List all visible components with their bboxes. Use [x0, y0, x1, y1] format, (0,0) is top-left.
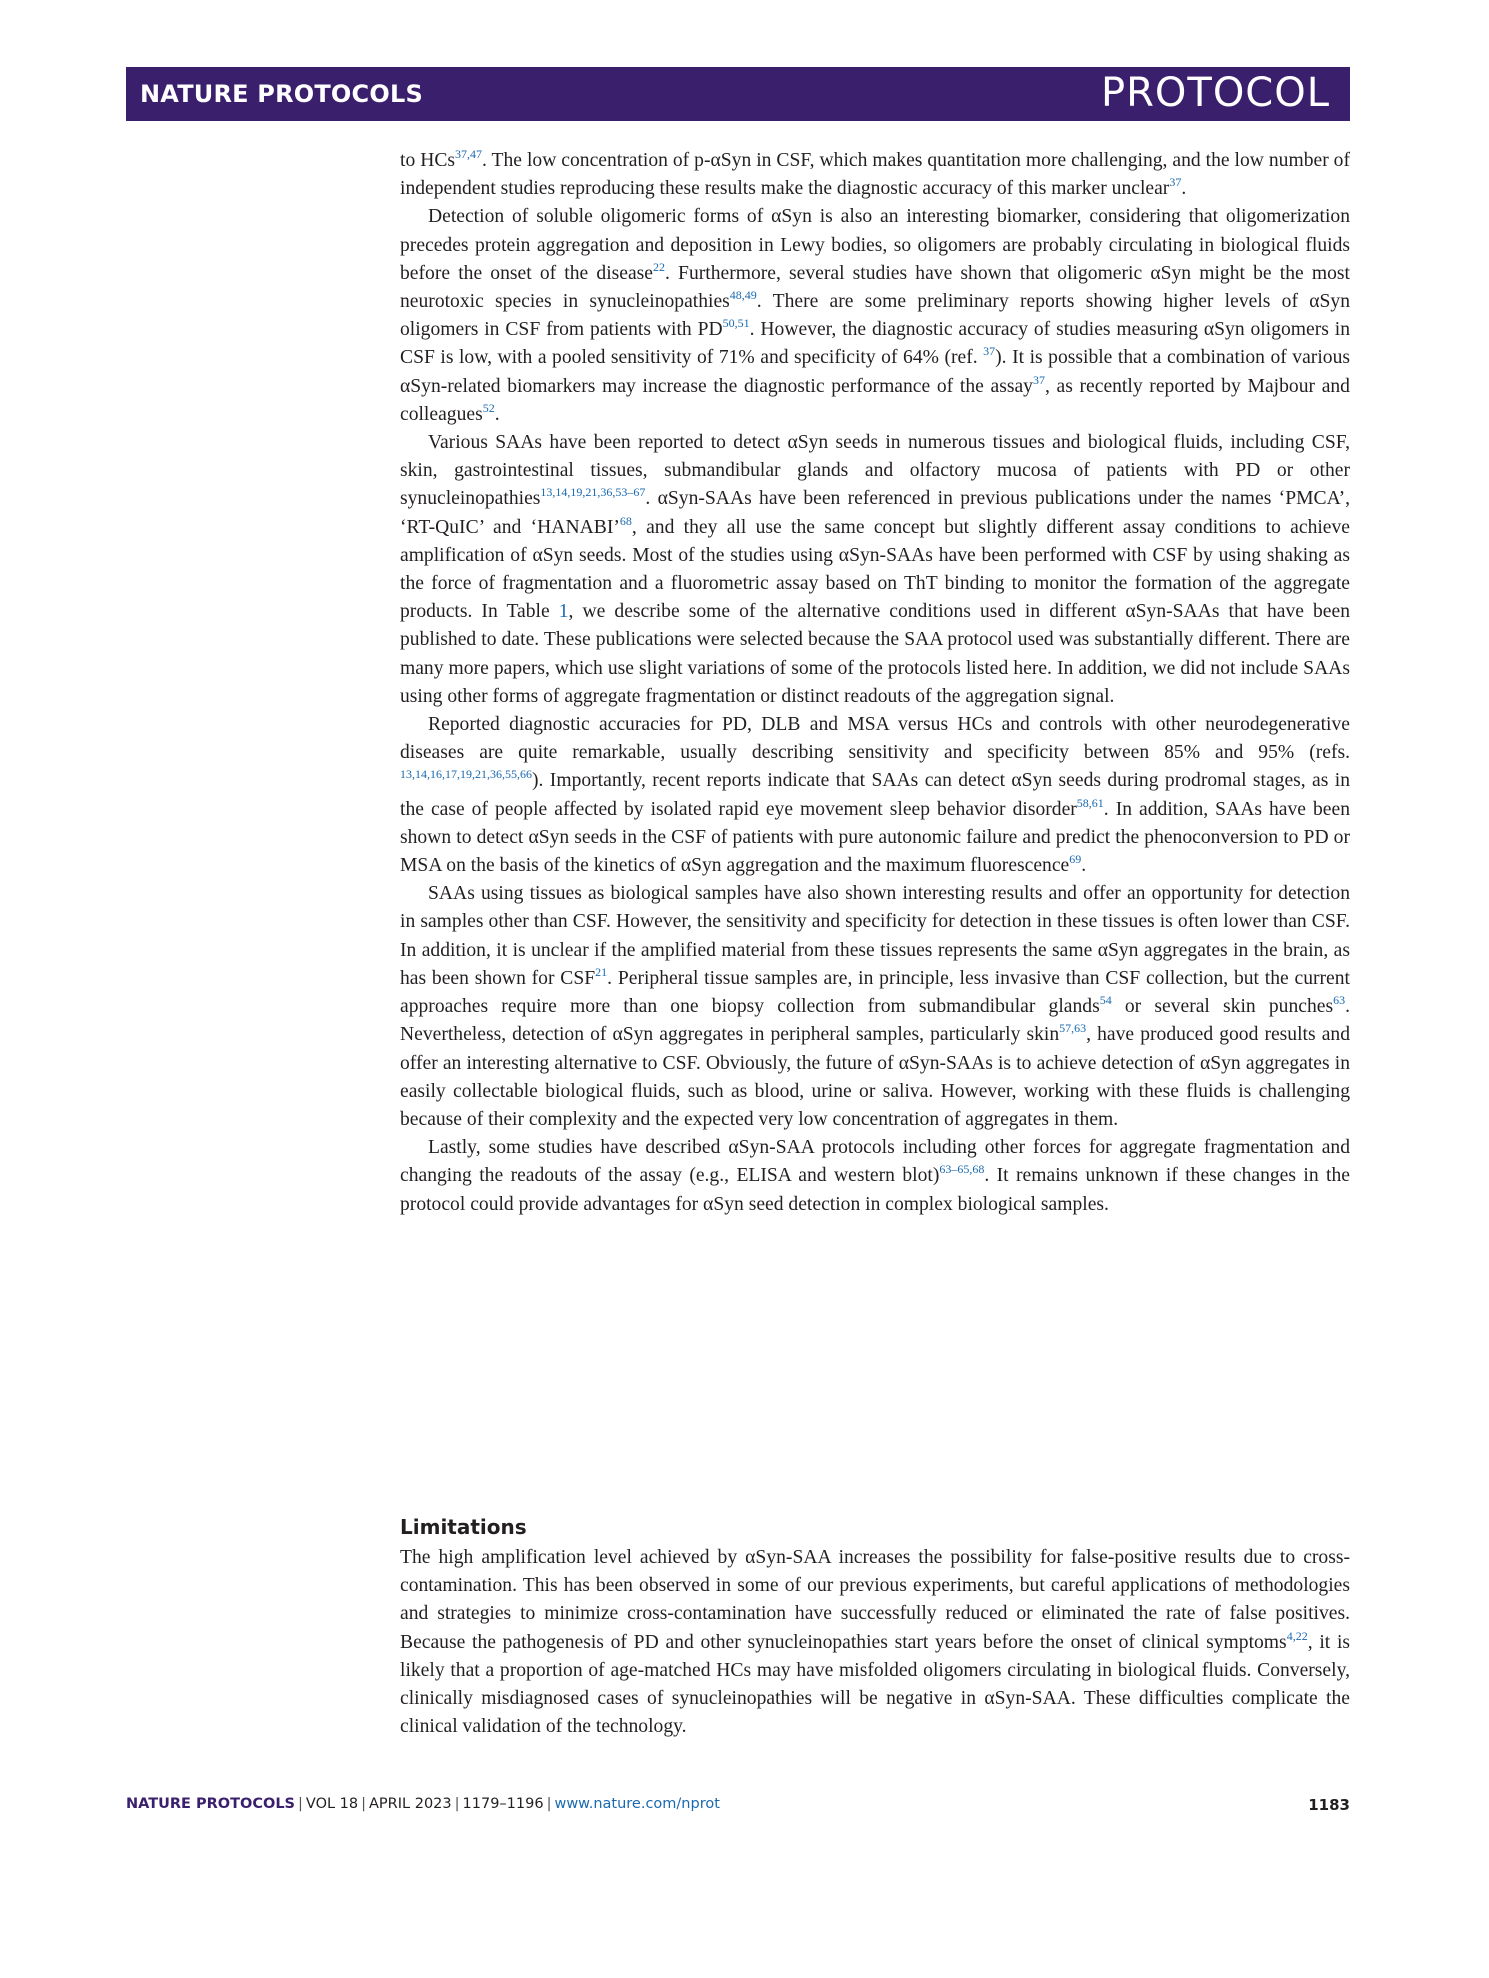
text-run: to HCs: [400, 150, 456, 171]
text-run: , as recently reported by Majbour and colleagues: [400, 375, 1350, 425]
text-run: Reported diagnostic accuracies for PD, DLB and MSA versus HCs and controls with other neurodegenerative diseases are quite remarkable, usually describing sensitivity and specificity between 85% and 95% (refs.: [400, 714, 1350, 764]
footer-volume: VOL 18: [305, 1796, 359, 1812]
journal-header-bar: [126, 67, 1350, 121]
paragraph-6: [400, 1134, 1350, 1219]
text-run: Detection of soluble oligomeric forms of αSyn is also an interesting biomarker, considering that oligomerization precedes protein aggregation and deposition in Lewy bodies, so oligomers are probably circulating in biological fluids before the onset of the disease: [400, 206, 1350, 284]
text-run: . Nevertheless, detection of αSyn aggregates in peripheral samples, particularly skin: [400, 996, 1350, 1046]
citation-ref[interactable]: 58,61: [1076, 795, 1104, 810]
text-run: , have produced good results and offer an interesting alternative to CSF. Obviously, the future of αSyn-SAAs is to achieve detection of αSyn aggregates in easily collectable biological fluids, such as blood, urine or saliva. However, working with these fluids is challenging because of their complexity and the expected very low concentration of aggregates in them.: [400, 1024, 1350, 1130]
citation-ref[interactable]: 37: [1169, 175, 1182, 190]
main-body-text: [400, 147, 1350, 1219]
footer-separator: |: [298, 1796, 303, 1812]
citation-ref[interactable]: 37,47: [455, 147, 483, 161]
citation-ref[interactable]: 63–65,68: [939, 1162, 985, 1177]
limitations-paragraph: [400, 1544, 1350, 1741]
text-run: . It remains unknown if these changes in the protocol could provide advantages for αSyn seed detection in complex biological samples.: [400, 1165, 1350, 1215]
footer-url-link[interactable]: www.nature.com/nprot: [554, 1796, 720, 1812]
text-run: . There are some preliminary reports showing higher levels of αSyn oligomers in CSF from patients with PD: [400, 291, 1350, 341]
citation-ref[interactable]: 13,14,19,21,36,53–67: [540, 485, 646, 500]
text-run: , and they all use the same concept but slightly different assay conditions to achieve amplification of αSyn seeds. Most of the studies using αSyn-SAAs have been performed with CSF by using shaking as the force of fragmentation and a fluorometric assay based on ThT binding to monitor the formation of the aggregate products. In Table: [400, 516, 1350, 623]
text-run: , it is likely that a proportion of age-matched HCs may have misfolded oligomers circulating in biological fluids. Conversely, clinically misdiagnosed cases of synucleinopathies will be negative in αSyn-SAA. These difficulties complicate the clinical validation of the technology.: [400, 1631, 1351, 1738]
paragraph-2: [400, 203, 1350, 429]
citation-ref[interactable]: 4,22: [1286, 1628, 1308, 1643]
text-run: SAAs using tissues as biological samples have also shown interesting results and offer an opportunity for detection in samples other than CSF. However, the sensitivity and specificity for detection in these tissues is often lower than CSF. In addition, it is unclear if the amplified material from these tissues represents the same αSyn aggregates in the brain, as has been shown for CSF: [400, 883, 1350, 989]
text-run: or several skin punches: [1111, 996, 1334, 1018]
footer-separator: |: [361, 1796, 367, 1812]
text-run: . The low concentration of p-αSyn in CSF, which makes quantitation more challenging, and the low number of independent studies reproducing these results make the diagnostic accuracy of this marker unclear: [400, 150, 1350, 200]
text-run: . Furthermore, several studies have shown that oligomeric αSyn might be the most neurotoxic species in synucleinopathies: [400, 262, 1350, 313]
footer-journal: NATURE PROTOCOLS: [126, 1796, 296, 1812]
citation-ref[interactable]: 13,14,16,17,19,21,36,55,66: [400, 767, 532, 782]
citation-ref[interactable]: 48,49: [729, 288, 757, 303]
page-number: 1183: [1308, 1796, 1350, 1814]
text-run: .: [1081, 855, 1087, 877]
citation-ref[interactable]: 69: [1069, 852, 1082, 867]
text-run: The high amplification level achieved by αSyn-SAA increases the possibility for false-positive results due to cross-contamination. This has been observed in some of our previous experiments, but careful applications of methodologies and strategies to minimize cross-contamination have successfully reduced or eliminated the rate of false positives. Because the pathogenesis of PD and other synucleinopathies start years before the onset of clinical symptoms: [400, 1547, 1350, 1653]
citation-ref[interactable]: 57,63: [1059, 1021, 1087, 1036]
page-footer: [126, 1796, 1350, 1812]
citation-ref[interactable]: 21: [595, 964, 608, 979]
paragraph-3: [400, 429, 1350, 711]
paragraph-1: [400, 147, 1350, 203]
footer-pages: 1179–1196: [462, 1796, 544, 1812]
paragraph-5: [400, 880, 1350, 1134]
citation-ref[interactable]: 52: [482, 400, 495, 415]
citation-ref[interactable]: 37: [1032, 372, 1045, 387]
text-run: ). It is possible that a combination of various αSyn-related biomarkers may increase the diagnostic performance of the assay: [400, 347, 1350, 397]
text-run: Lastly, some studies have described αSyn-SAA protocols including other forces for aggregate fragmentation and changing the readouts of the assay (e.g., ELISA and western blot): [400, 1137, 1350, 1187]
article-type: PROTOCOL: [1100, 70, 1330, 116]
text-run: .: [494, 403, 500, 425]
text-run: . Peripheral tissue samples are, in principle, less invasive than CSF collection, but the current approaches require more than one biopsy collection from submandibular glands: [400, 967, 1350, 1018]
footer-date: APRIL 2023: [369, 1796, 452, 1812]
text-run: . αSyn-SAAs have been referenced in previous publications under the names ‘PMCA’, ‘RT-QuIC’ and ‘HANABI’: [400, 488, 1350, 538]
citation-ref[interactable]: 63: [1333, 993, 1346, 1008]
footer-separator: |: [546, 1796, 552, 1812]
section-heading-limitations: Limitations: [400, 1515, 527, 1539]
citation-ref[interactable]: 22: [652, 259, 665, 274]
text-run: . In addition, SAAs have been shown to detect αSyn seeds in the CSF of patients with pure autonomic failure and predict the phenoconversion to PD or MSA on the basis of the kinetics of αSyn aggregation and the maximum fluorescence: [400, 798, 1350, 877]
text-run: Various SAAs have been reported to detect αSyn seeds in numerous tissues and biological fluids, including CSF, skin, gastrointestinal tissues, submandibular glands and olfactory mucosa of patients with PD or other synucleinopathies: [400, 432, 1350, 510]
footer-separator: |: [454, 1796, 460, 1812]
citation-ref[interactable]: 68: [619, 513, 632, 528]
text-run: ). Importantly, recent reports indicate that SAAs can detect αSyn seeds during prodromal stages, as in the case of people affected by isolated rapid eye movement sleep behavior disorder: [400, 770, 1350, 820]
table-link[interactable]: 1: [558, 601, 569, 623]
citation-ref[interactable]: 50,51: [722, 316, 750, 331]
paragraph-4: [400, 711, 1350, 880]
journal-name: NATURE PROTOCOLS: [140, 80, 423, 108]
text-run: , we describe some of the alternative conditions used in different αSyn-SAAs that have been published to date. These publications were selected because the SAA protocol used was substantially different. There are many more papers, which use slight variations of some of the protocols listed here. In addition, we did not include SAAs using other forms of aggregate fragmentation or distinct readouts of the aggregation signal.: [400, 601, 1350, 707]
citation-ref[interactable]: 54: [1099, 993, 1112, 1008]
limitations-body: [400, 1544, 1350, 1741]
text-run: .: [1181, 178, 1187, 200]
text-run: . However, the diagnostic accuracy of studies measuring αSyn oligomers in CSF is low, with a pooled sensitivity of 71% and specificity of 64% (ref.: [400, 319, 1350, 369]
citation-ref[interactable]: 37: [983, 344, 996, 359]
